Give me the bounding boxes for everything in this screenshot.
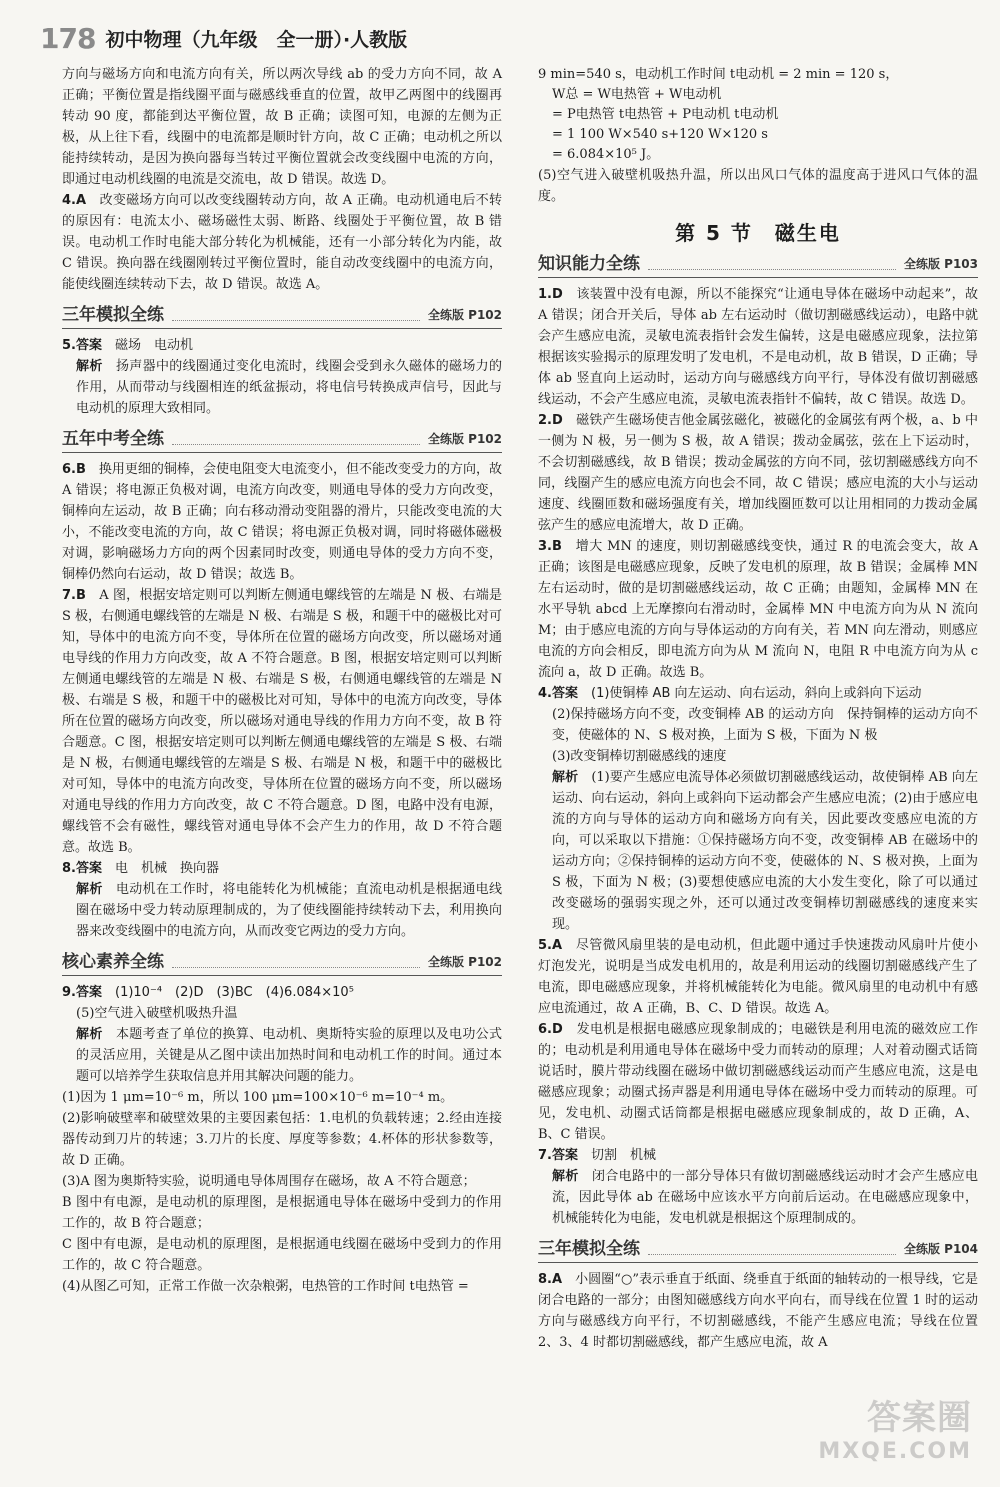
question-6 xyxy=(62,459,502,585)
analysis-text: 电动机在工作时，将电能转化为机械能；直流电动机是根据通电线圈在磁场中受力转动原理制成的，为了使线圈能持续转动下去，利用换向器来改变线圈中的电流方向，从而改变它两边的受力方向。 xyxy=(76,882,502,939)
question-number: 3.B xyxy=(538,539,562,554)
dotted-leader xyxy=(648,1254,896,1255)
answer-label: 5.答案 xyxy=(62,338,102,353)
question-9-answer-5: (5)空气进入破壁机吸热升温 xyxy=(76,1006,238,1021)
question-9-step-5: (5)空气进入破壁机吸热升温，所以出风口气体的温度高于进风口气体的温度。 xyxy=(538,168,978,204)
question-9-step-4: (4)从图乙可知，正常工作做一次杂粮粥，电热管的工作时间 t电热管 = xyxy=(62,1279,469,1294)
left-column xyxy=(62,64,502,1297)
answer-label: 9.答案 xyxy=(62,985,102,1000)
question-4-right xyxy=(538,683,978,704)
question-4 xyxy=(62,190,502,295)
explanation: 发电机是根据电磁感应现象制成的；电磁铁是利用电流的磁效应工作的；电动机是利用通电导体在磁场中受力而转动的原理；人对着动圈式话筒说话时，膜片带动线圈在磁场中做切割磁感线运动而产生感应电流，这是电磁感应现象；动圈式扬声器是利用通电导体在磁场中受力而转动的原理。可见，发电机、动圈式话筒都是根据电磁感应现象制成的，故 D 正确，A、B、C 错误。 xyxy=(538,1022,978,1142)
analysis-label: 解析 xyxy=(552,770,579,785)
section-reference: 全练版 P104 xyxy=(903,1242,978,1256)
explanation: 尽管微风扇里装的是电动机，但此题中通过手快速拨动风扇叶片使小灯泡发光，说明是当成发电机用的，故是利用运动的线圈切割磁感线产生了电流，即电磁感应现象，并将机械能转化为电能。微风扇里的电动机中有感应电流通过，故 A 正确，B、C、D 错误。故选 A。 xyxy=(538,938,978,1016)
section-title: 五年中考全练 xyxy=(62,429,164,449)
question-2 xyxy=(538,410,978,536)
analysis-label: 解析 xyxy=(76,882,103,897)
formula-line: = P电热管 t电热管 + P电动机 t电动机 xyxy=(552,107,779,122)
question-9-step-1: (1)因为 1 μm=10⁻⁶ m，所以 100 μm=100×10⁻⁶ m=10⁻⁴ m。 xyxy=(62,1090,454,1105)
watermark-logo xyxy=(818,1398,972,1469)
answer-text: (1)10⁻⁴ (2)D (3)BC (4)6.084×10⁵ xyxy=(115,985,354,1000)
analysis-text: 本题考查了单位的换算、电动机、奥斯特实验的原理以及电功公式的灵活应用，关键是从乙图中读出加热时间和电动机工作的时间。通过本题可以培养学生获取信息并用其解决问题的能力。 xyxy=(76,1027,502,1084)
dotted-leader xyxy=(648,269,896,270)
question-5-right xyxy=(538,935,978,1019)
formula-line: = 6.084×10⁵ J。 xyxy=(552,147,660,162)
question-4-analysis xyxy=(538,767,978,935)
section-header xyxy=(62,429,502,453)
question-number: 1.D xyxy=(538,287,563,302)
page-header xyxy=(40,18,407,58)
intro-paragraph: 方向与磁场方向和电流方向有关，所以两次导线 ab 的受力方向不同，故 A 正确；平衡位置是指线圈平面与磁感线垂直的位置，故甲乙两图中的线圈再转动 90 度，都能到达平衡位置，故 B 正确；读图可知，电源的左侧为正极，从上往下看，线圈中的电流都是顺时针方向，故 C 正确；电动机之所以能持续转动，是因为换向器每当转过平衡位置就会改变线圈中电流的方向，即通过电动机线圈的电流是交流电，故 D 错误。故选 D。 xyxy=(62,67,502,187)
page-number: 178 xyxy=(40,21,96,55)
right-column xyxy=(538,64,978,1353)
question-9-analysis xyxy=(62,1024,502,1087)
watermark-url: MXQE.COM xyxy=(818,1439,972,1464)
question-5 xyxy=(62,335,502,356)
question-9-step-2: (2)影响破壁率和破壁效果的主要因素包括：1.电机的负载转速；2.经由连接器传动到刀片的转速；3.刀片的长度、厚度等参数；4.杯体的形状参数等，故 D 正确。 xyxy=(62,1111,502,1168)
answer-label: 7.答案 xyxy=(538,1148,578,1163)
section-header xyxy=(538,1239,978,1263)
question-1 xyxy=(538,284,978,410)
section-reference: 全练版 P102 xyxy=(427,955,502,969)
answer-text: 电 机械 换向器 xyxy=(115,861,220,876)
answer-label: 8.答案 xyxy=(62,861,102,876)
dotted-leader xyxy=(172,967,420,968)
analysis-label: 解析 xyxy=(76,1027,103,1042)
question-number: 6.B xyxy=(62,462,86,477)
question-7-analysis xyxy=(538,1166,978,1229)
section-title: 三年模拟全练 xyxy=(538,1239,640,1259)
analysis-text: 扬声器中的线圈通过变化电流时，线圈会受到永久磁体的磁场力的作用，从而带动与线圈相连的纸盆振动，将电信号转换成声信号，因此与电动机的原理大致相同。 xyxy=(76,359,502,416)
analysis-text: 闭合电路中的一部分导体只有做切割磁感线运动时才会产生感应电流，因此导体 ab 在磁场中应该水平方向前后运动。在电磁感应现象中，机械能转化为电能，发电机就是根据这个原理制成的。 xyxy=(552,1169,978,1226)
answer-text: (1)使铜棒 AB 向左运动、向右运动，斜向上或斜向下运动 xyxy=(591,686,922,701)
analysis-label: 解析 xyxy=(552,1169,579,1184)
question-3 xyxy=(538,536,978,683)
question-9-step-3c: C 图中有电源，是电动机的原理图，是根据通电线圈在磁场中受到力的作用工作的，故 C 符合题意。 xyxy=(62,1237,502,1273)
book-title: 初中物理（九年级 全一册）·人教版 xyxy=(105,28,408,51)
section-header xyxy=(62,305,502,329)
section-title: 三年模拟全练 xyxy=(62,305,164,325)
explanation: 换用更细的铜棒，会使电阻变大电流变小，但不能改变受力的方向，故 A 错误；将电源正负极对调，电流方向改变，则通电导体的受力方向改变，铜棒向左运动，故 B 正确；向右移动滑动变阻器的滑片，只能改变电流的大小，不能改变电流的方向，故 C 错误；将电源正负极对调，同时将磁体磁极对调，影响磁场力方向的两个因素同时改变，则通电导体的受力方向不变，铜棒仍然向右运动，故 D 错误；故选 B。 xyxy=(62,462,502,582)
question-9-step-3b: B 图中有电源，是电动机的原理图，是根据通电导体在磁场中受到力的作用工作的，故 B 符合题意； xyxy=(62,1195,502,1231)
explanation: 该装置中没有电源，所以不能探究“让通电导体在磁场中动起来”，故 A 错误；闭合开关后，导体 ab 左右运动时（做切割磁感线运动），电路中就会产生感应电流，灵敏电流表指针会发生偏转，这是电磁感应现象，法拉第根据该实验揭示的原理发明了发电机，不是电动机，故 B 错误，D 正确；导体 ab 竖直向上运动时，运动方向与磁感线方向平行，导体没有做切割磁感线运动，不会产生感应电流，灵敏电流表指针不偏转，故 C 错误。故选 D。 xyxy=(538,287,978,407)
explanation: 增大 MN 的速度，则切割磁感线变快，通过 R 的电流会变大，故 A 正确；该图是电磁感应现象，反映了发电机的原理，故 B 错误；金属棒 MN 左右运动时，做的是切割磁感线运动，故 C 正确；由题知，金属棒 MN 在水平导轨 abcd 上无摩擦向右滑动时，金属棒 MN 中电流方向为从 N 流向 M；由于感应电流的方向与导体运动的方向有关，若 MN 向左滑动，则感应电流的方向会相反，即电流方向为从 M 流向 N，电阻 R 中电流方向为从 c 流向 a，故 D 正确。故选 B。 xyxy=(538,539,978,680)
formula-line: = 1 100 W×540 s+120 W×120 s xyxy=(552,127,768,142)
answer-line: (2)保持磁场方向不变，改变铜棒 AB 的运动方向 保持铜棒的运动方向不变，使磁体的 N、S 极对换，上面为 S 极，下面为 N 极 xyxy=(552,707,978,743)
question-8-right xyxy=(538,1269,978,1353)
chapter-title: 第 5 节 磁生电 xyxy=(675,221,841,245)
explanation: 小圆圈“○”表示垂直于纸面、绕垂直于纸面的轴转动的一根导线，它是闭合电路的一部分；由图知磁感线方向水平向右，而导线在位置 1 时的运动方向与磁感线方向平行，不切割磁感线，不能产生感应电流；导线在位置 2、3、4 时都切割磁感线，都产生感应电流，故 A xyxy=(538,1272,978,1350)
section-header xyxy=(62,952,502,976)
answer-label: 4.答案 xyxy=(538,686,578,701)
question-7-right xyxy=(538,1145,978,1166)
question-8-analysis xyxy=(62,879,502,942)
question-9-step-3: (3)A 图为奥斯特实验，说明通电导体周围存在磁场，故 A 不符合题意； xyxy=(62,1174,476,1189)
section-reference: 全练版 P103 xyxy=(903,257,978,271)
answer-text: 切割 机械 xyxy=(591,1148,657,1163)
question-8 xyxy=(62,858,502,879)
question-number: 6.D xyxy=(538,1022,563,1037)
watermark-text: 答案圈 xyxy=(867,1398,972,1438)
question-number: 8.A xyxy=(538,1272,563,1287)
answer-text: 磁场 电动机 xyxy=(115,338,194,353)
section-reference: 全练版 P102 xyxy=(427,432,502,446)
section-reference: 全练版 P102 xyxy=(427,308,502,322)
question-5-analysis xyxy=(62,356,502,419)
section-title: 知识能力全练 xyxy=(538,254,640,274)
explanation: A 图，根据安培定则可以判断左侧通电螺线管的左端是 N 极、右端是 S 极，右侧通电螺线管的左端是 N 极、右端是 S 极，和题干中的磁极比对可知，导体中的电流方向不变，导体所在位置的磁场方向改变，所以磁场对通电导线的作用力方向改变，故 A 不符合题意。B 图，根据安培定则可以判断左侧通电螺线管的左端是 N 极、右端是 S 极，右侧通电螺线管的左端是 N 极、右端是 S 极，和题干中的磁极比对可知，导体中的电流方向改变，导体所在位置的磁场方向改变，所以磁场对通电导线的作用力方向不变，故 B 符合题意。C 图，根据安培定则可以判断左侧通电螺线管的左端是 S 极、右端是 N 极，右侧通电螺线管的左端是 S 极、右端是 N 极，和题干中的磁极比对可知，导体中的电流方向改变，导体所在位置的磁场方向不变，所以磁场对通电导线的作用力方向改变，故 C 不符合题意。D 图，电路中没有电源，螺线管不会有磁性，螺线管对通电导体不会产生力的作用，故 D 不符合题意。故选 B。 xyxy=(62,588,503,855)
answer-line: (3)改变铜棒切割磁感线的速度 xyxy=(552,749,727,764)
explanation: 磁铁产生磁场使吉他金属弦磁化，被磁化的金属弦有两个极，a、b 中一侧为 N 极，另一侧为 S 极，故 A 错误；拨动金属弦，弦在上下运动时，不会切割磁感线，故 B 错误；拨动金属弦的方向不同，弦切割磁感线方向不同，线圈产生的感应电流方向也会不同，故 C 错误；感应电流的大小与运动速度、线圈匝数和磁场强度有关，增加线圈匝数可以让用相同的力拨动金属弦产生的感应电流增大，故 D 正确。 xyxy=(538,413,978,533)
dotted-leader xyxy=(172,444,420,445)
question-9 xyxy=(62,982,502,1003)
dotted-leader xyxy=(172,320,420,321)
section-header xyxy=(538,254,978,278)
explanation: 改变磁场方向可以改变线圈转动方向，故 A 正确。电动机通电后不转的原因有：电流太小、磁场磁性太弱、断路、线圈处于平衡位置，故 B 错误。电动机工作时电能大部分转化为机械能，还有一小部分转化为内能，故 C 错误。换向器在线圈刚转过平衡位置时，能自动改变线圈中的电流方向，能使线圈连续转动下去，故 D 错误。故选 A。 xyxy=(62,193,502,292)
continued-text: 9 min=540 s，电动机工作时间 t电动机 = 2 min = 120 s， xyxy=(538,67,899,82)
analysis-label: 解析 xyxy=(76,359,103,374)
section-title: 核心素养全练 xyxy=(62,952,164,972)
question-number: 5.A xyxy=(538,938,563,953)
question-7 xyxy=(62,585,502,858)
question-6-right xyxy=(538,1019,978,1145)
formula-line: W总 = W电热管 + W电动机 xyxy=(552,87,722,102)
analysis-text: (1)要产生感应电流导体必须做切割磁感线运动，故使铜棒 AB 向左运动、向右运动，斜向上或斜向下运动都会产生感应电流；(2)由于感应电流的方向与导体的运动方向和磁场方向有关，因此要改变感应电流的方向，可以采取以下措施：①保持磁场方向不变，改变铜棒 AB 在磁场中的运动方向；②保持铜棒的运动方向不变，使磁体的 N、S 极对换，上面为 S 极，下面为 N 极；(3)要想使感应电流的大小发生变化，除了可以通过改变磁场的强弱实现之外，还可以通过改变铜棒切割磁感线的速度来实现。 xyxy=(552,770,978,932)
question-number: 4.A xyxy=(62,193,87,208)
question-number: 7.B xyxy=(62,588,86,603)
question-number: 2.D xyxy=(538,413,563,428)
